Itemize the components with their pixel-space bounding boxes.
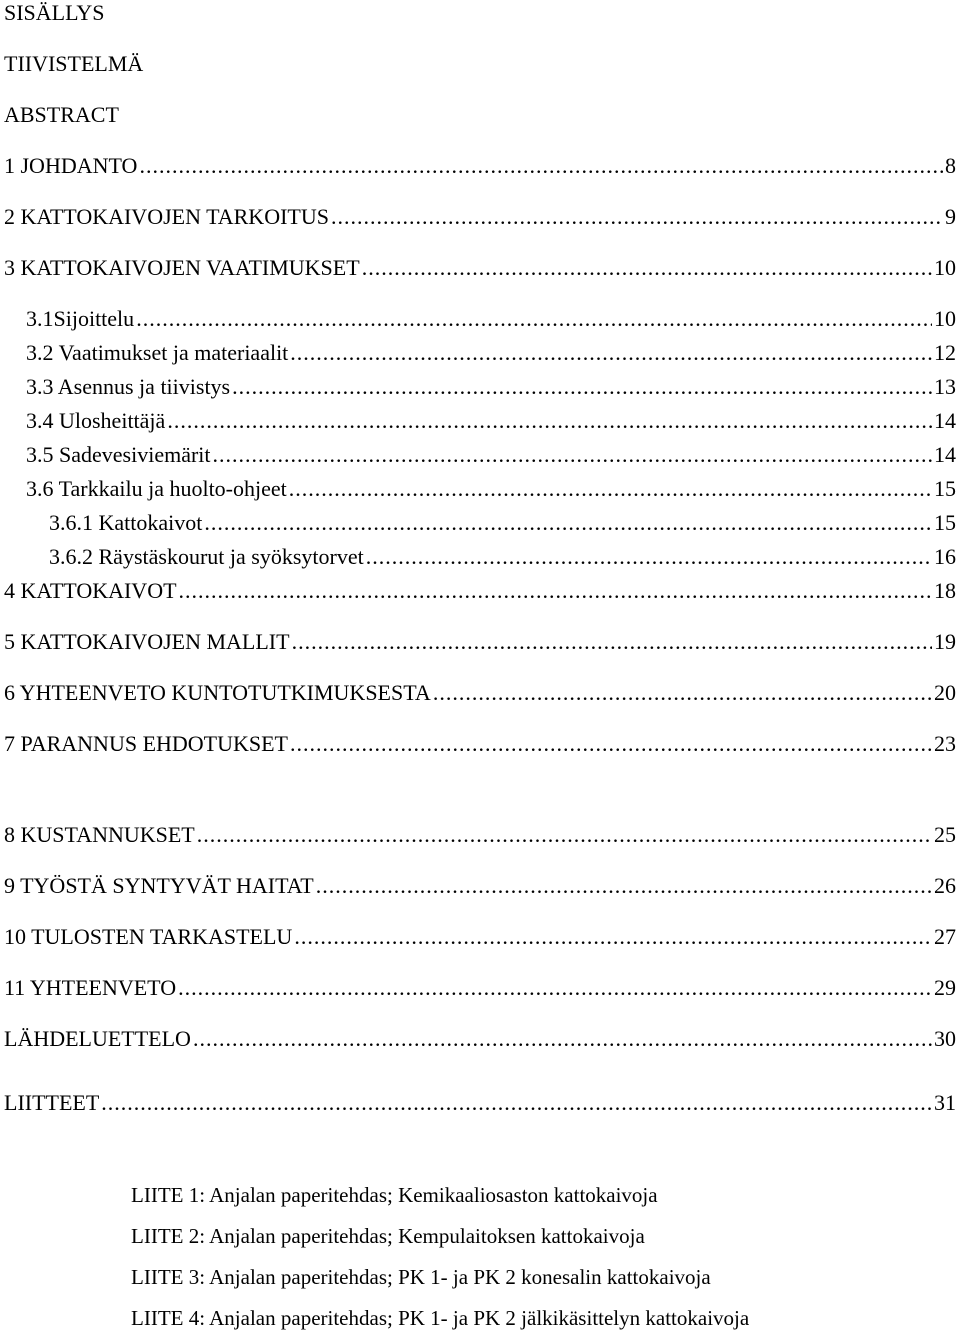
- toc-leader: [232, 374, 932, 400]
- toc-entry[interactable]: [49, 510, 956, 536]
- toc-entry-page: 12: [934, 340, 956, 365]
- toc-entry-page: 16: [934, 544, 956, 569]
- toc-entry-title: LIITTEET: [4, 1090, 100, 1115]
- toc-entry-title: 11 YHTEENVETO: [4, 975, 177, 1000]
- toc-entry-page: 31: [934, 1090, 956, 1115]
- toc-entry[interactable]: [26, 374, 956, 400]
- toc-entry-title: 3.6.2 Räystäskourut ja syöksytorvet: [49, 544, 364, 569]
- toc-entry[interactable]: [4, 629, 956, 655]
- toc-entry-page: 27: [934, 924, 956, 949]
- toc-leader: [331, 204, 943, 230]
- toc-leader: [136, 306, 932, 332]
- toc-entry-page: 8: [945, 153, 956, 178]
- toc-entry-page: 30: [934, 1026, 956, 1051]
- abstract-fi-heading: TIIVISTELMÄ: [4, 51, 144, 76]
- toc-entry[interactable]: [4, 153, 956, 179]
- toc-entry-page: 29: [934, 975, 956, 1000]
- toc-entry-page: 26: [934, 873, 956, 898]
- toc-entry[interactable]: [26, 340, 956, 366]
- toc-entry-title: 9 TYÖSTÄ SYNTYVÄT HAITAT: [4, 873, 314, 898]
- contents-heading: SISÄLLYS: [4, 0, 105, 25]
- toc-entry[interactable]: [4, 873, 956, 899]
- toc-entry-title: 10 TULOSTEN TARKASTELU: [4, 924, 293, 949]
- appendix-line: LIITE 3: Anjalan paperitehdas; PK 1- ja PK 2 konesalin kattokaivoja: [131, 1265, 711, 1289]
- toc-entry[interactable]: [4, 204, 956, 230]
- toc-entry-title: 3.4 Ulosheittäjä: [26, 408, 166, 433]
- toc-leader: [433, 680, 932, 706]
- toc-entry-title: 7 PARANNUS EHDOTUKSET: [4, 731, 288, 756]
- toc-entry[interactable]: [26, 408, 956, 434]
- toc-leader: [204, 510, 932, 536]
- toc-entry-page: 10: [934, 306, 956, 331]
- toc-entry-title: 5 KATTOKAIVOJEN MALLIT: [4, 629, 290, 654]
- toc-entry-title: 3.3 Asennus ja tiivistys: [26, 374, 231, 399]
- toc-entry-title: 3.2 Vaatimukset ja materiaalit: [26, 340, 289, 365]
- toc-leader: [197, 822, 932, 848]
- toc-entry-title: LÄHDELUETTELO: [4, 1026, 191, 1051]
- toc-leader: [292, 629, 932, 655]
- toc-entry[interactable]: [49, 544, 956, 570]
- toc-entry-title: 4 KATTOKAIVOT: [4, 578, 177, 603]
- toc-leader: [139, 153, 943, 179]
- toc-entry[interactable]: [4, 731, 956, 757]
- toc-entry-title: 1 JOHDANTO: [4, 153, 138, 178]
- toc-leader: [290, 340, 932, 366]
- toc-entry-title: 3 KATTOKAIVOJEN VAATIMUKSET: [4, 255, 360, 280]
- toc-entry-title: 3.5 Sadevesiviemärit: [26, 442, 211, 467]
- toc-entry-title: 3.6.1 Kattokaivot: [49, 510, 203, 535]
- toc-leader: [366, 544, 932, 570]
- toc-entry-page: 14: [934, 442, 956, 467]
- toc-leader: [316, 873, 932, 899]
- toc-entry-title: 3.6 Tarkkailu ja huolto-ohjeet: [26, 476, 287, 501]
- toc-entry[interactable]: [4, 1026, 956, 1052]
- toc-leader: [290, 731, 932, 757]
- toc-entry-page: 14: [934, 408, 956, 433]
- toc-leader: [213, 442, 932, 468]
- toc-leader: [178, 975, 932, 1001]
- abstract-en-heading: ABSTRACT: [4, 102, 119, 127]
- toc-entry[interactable]: [4, 822, 956, 848]
- toc-entry-page: 19: [934, 629, 956, 654]
- toc-entry[interactable]: [4, 255, 956, 281]
- toc-leader: [294, 924, 932, 950]
- toc-leader: [193, 1026, 932, 1052]
- toc-entry-page: 15: [934, 510, 956, 535]
- toc-entry-page: 23: [934, 731, 956, 756]
- toc-entry-page: 20: [934, 680, 956, 705]
- toc-entry-title: 8 KUSTANNUKSET: [4, 822, 195, 847]
- toc-entry[interactable]: [4, 1090, 956, 1116]
- toc-entry[interactable]: [4, 578, 956, 604]
- toc-entry[interactable]: [4, 924, 956, 950]
- toc-entry-title: 2 KATTOKAIVOJEN TARKOITUS: [4, 204, 329, 229]
- toc-entry-title: 3.1Sijoittelu: [26, 306, 135, 331]
- toc-entry-page: 25: [934, 822, 956, 847]
- toc-entry-page: 18: [934, 578, 956, 603]
- toc-leader: [101, 1090, 932, 1116]
- toc-entry-page: 13: [934, 374, 956, 399]
- toc-entry[interactable]: [26, 442, 956, 468]
- toc-entry[interactable]: [4, 680, 956, 706]
- toc-leader: [362, 255, 932, 281]
- toc-leader: [179, 578, 932, 604]
- appendix-line: LIITE 2: Anjalan paperitehdas; Kempulaitoksen kattokaivoja: [131, 1224, 645, 1248]
- appendix-line: LIITE 4: Anjalan paperitehdas; PK 1- ja PK 2 jälkikäsittelyn kattokaivoja: [131, 1306, 750, 1330]
- toc-entry-page: 9: [945, 204, 956, 229]
- toc-entry-page: 15: [934, 476, 956, 501]
- toc-leader: [167, 408, 932, 434]
- toc-entry-page: 10: [934, 255, 956, 280]
- toc-leader: [289, 476, 932, 502]
- toc-entry[interactable]: [26, 476, 956, 502]
- toc-entry-title: 6 YHTEENVETO KUNTOTUTKIMUKSESTA: [4, 680, 431, 705]
- appendix-line: LIITE 1: Anjalan paperitehdas; Kemikaaliosaston kattokaivoja: [131, 1183, 658, 1207]
- toc-entry[interactable]: [4, 975, 956, 1001]
- toc-entry[interactable]: [26, 306, 956, 332]
